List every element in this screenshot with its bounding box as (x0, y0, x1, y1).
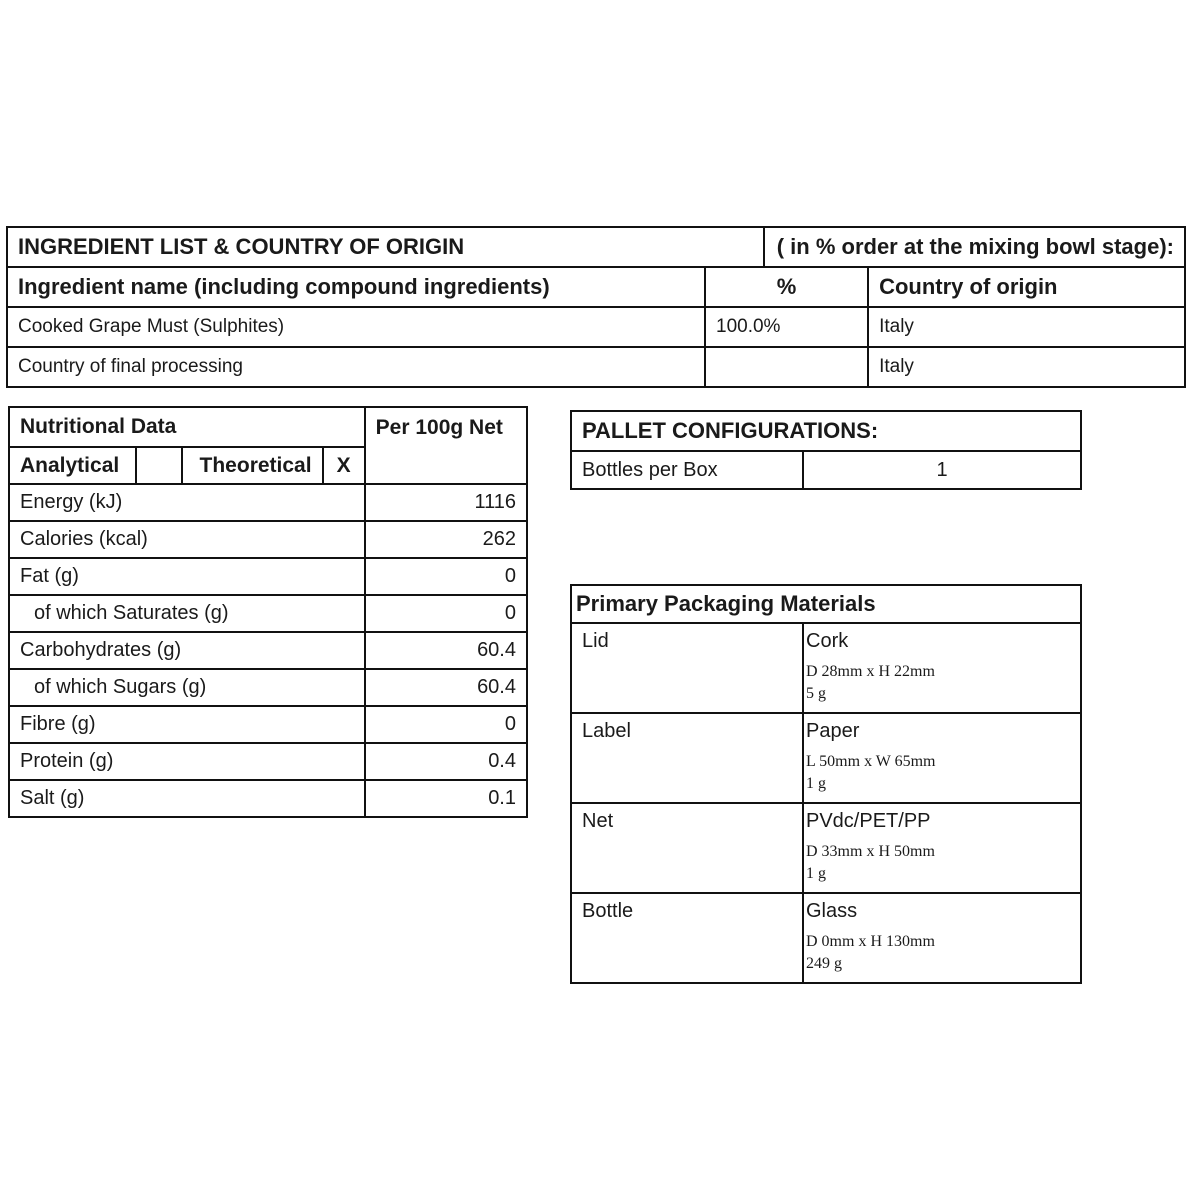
nutrient-label: Protein (g) (9, 743, 365, 780)
table-row (7, 347, 1185, 387)
packaging-dimensions: D 33mm x H 50mm (806, 843, 935, 860)
table-row (7, 307, 1185, 347)
bottles-per-box-label: Bottles per Box (571, 451, 803, 489)
nutrient-label: Salt (g) (9, 780, 365, 817)
nutrition-title: Nutritional Data (9, 407, 365, 447)
table-border-stub (570, 962, 572, 980)
packaging-dimensions: L 50mm x W 65mm (806, 753, 936, 770)
analytical-checkbox (136, 447, 182, 484)
packaging-detail (803, 623, 1081, 713)
table-row (9, 558, 527, 595)
ingredient-name: Country of final processing (7, 347, 705, 387)
nutrient-label: Carbohydrates (g) (9, 632, 365, 669)
ingredient-percent (705, 347, 868, 387)
table-row (9, 669, 527, 706)
packaging-part: Lid (571, 623, 803, 713)
theoretical-mark: X (323, 447, 365, 484)
ingredient-name: Cooked Grape Must (Sulphites) (7, 307, 705, 347)
packaging-weight: 249 g (806, 955, 842, 972)
table-row (571, 451, 1081, 489)
packaging-detail (803, 713, 1081, 803)
nutrient-label: Calories (kcal) (9, 521, 365, 558)
packaging-material: Cork (806, 630, 849, 652)
col-ingredient-name: Ingredient name (including compound ingredients) (7, 267, 705, 307)
packaging-weight: 1 g (806, 775, 826, 792)
table-row (9, 595, 527, 632)
table-row (571, 803, 1081, 893)
packaging-dimensions: D 28mm x H 22mm (806, 663, 935, 680)
nutrient-label: of which Saturates (g) (9, 595, 365, 632)
ingredient-order-note: ( in % order at the mixing bowl stage): (764, 227, 1185, 267)
pallet-title: PALLET CONFIGURATIONS: (571, 411, 1081, 451)
theoretical-label: Theoretical (182, 447, 322, 484)
table-row (9, 780, 527, 817)
packaging-detail (803, 893, 1081, 983)
ingredient-country: Italy (868, 307, 1185, 347)
nutrient-value: 60.4 (365, 632, 527, 669)
packaging-part: Net (571, 803, 803, 893)
table-row (571, 893, 1081, 983)
packaging-material: PVdc/PET/PP (806, 810, 931, 832)
table-row (571, 623, 1081, 713)
nutrient-value: 0 (365, 595, 527, 632)
packaging-weight: 5 g (806, 685, 826, 702)
nutrient-label: Fibre (g) (9, 706, 365, 743)
table-row (9, 706, 527, 743)
packaging-detail (803, 803, 1081, 893)
ingredient-table (6, 226, 1186, 388)
nutrition-table (8, 406, 528, 818)
analytical-label: Analytical (9, 447, 136, 484)
pallet-table (570, 410, 1082, 490)
table-row (9, 743, 527, 780)
nutrient-value: 0 (365, 706, 527, 743)
packaging-part: Label (571, 713, 803, 803)
col-country-of-origin: Country of origin (868, 267, 1185, 307)
col-percent: % (705, 267, 868, 307)
nutrient-value: 0 (365, 558, 527, 595)
nutrient-value: 60.4 (365, 669, 527, 706)
ingredient-title: INGREDIENT LIST & COUNTRY OF ORIGIN (7, 227, 764, 267)
table-row (9, 484, 527, 521)
bottles-per-box-value: 1 (803, 451, 1081, 489)
packaging-dimensions: D 0mm x H 130mm (806, 933, 935, 950)
nutrient-value: 0.1 (365, 780, 527, 817)
nutrient-value: 1116 (365, 484, 527, 521)
table-row (571, 713, 1081, 803)
nutrient-label: of which Sugars (g) (9, 669, 365, 706)
ingredient-country: Italy (868, 347, 1185, 387)
packaging-weight: 1 g (806, 865, 826, 882)
nutrient-label: Energy (kJ) (9, 484, 365, 521)
nutrient-value: 0.4 (365, 743, 527, 780)
per-100g-label: Per 100g Net (365, 407, 527, 484)
table-row (9, 632, 527, 669)
packaging-material: Paper (806, 720, 860, 742)
nutrient-label: Fat (g) (9, 558, 365, 595)
table-row (9, 521, 527, 558)
packaging-material: Glass (806, 900, 858, 922)
nutrient-value: 262 (365, 521, 527, 558)
packaging-title: Primary Packaging Materials (571, 585, 1081, 623)
packaging-table (570, 584, 1082, 984)
packaging-part: Bottle (571, 893, 803, 983)
ingredient-percent: 100.0% (705, 307, 868, 347)
